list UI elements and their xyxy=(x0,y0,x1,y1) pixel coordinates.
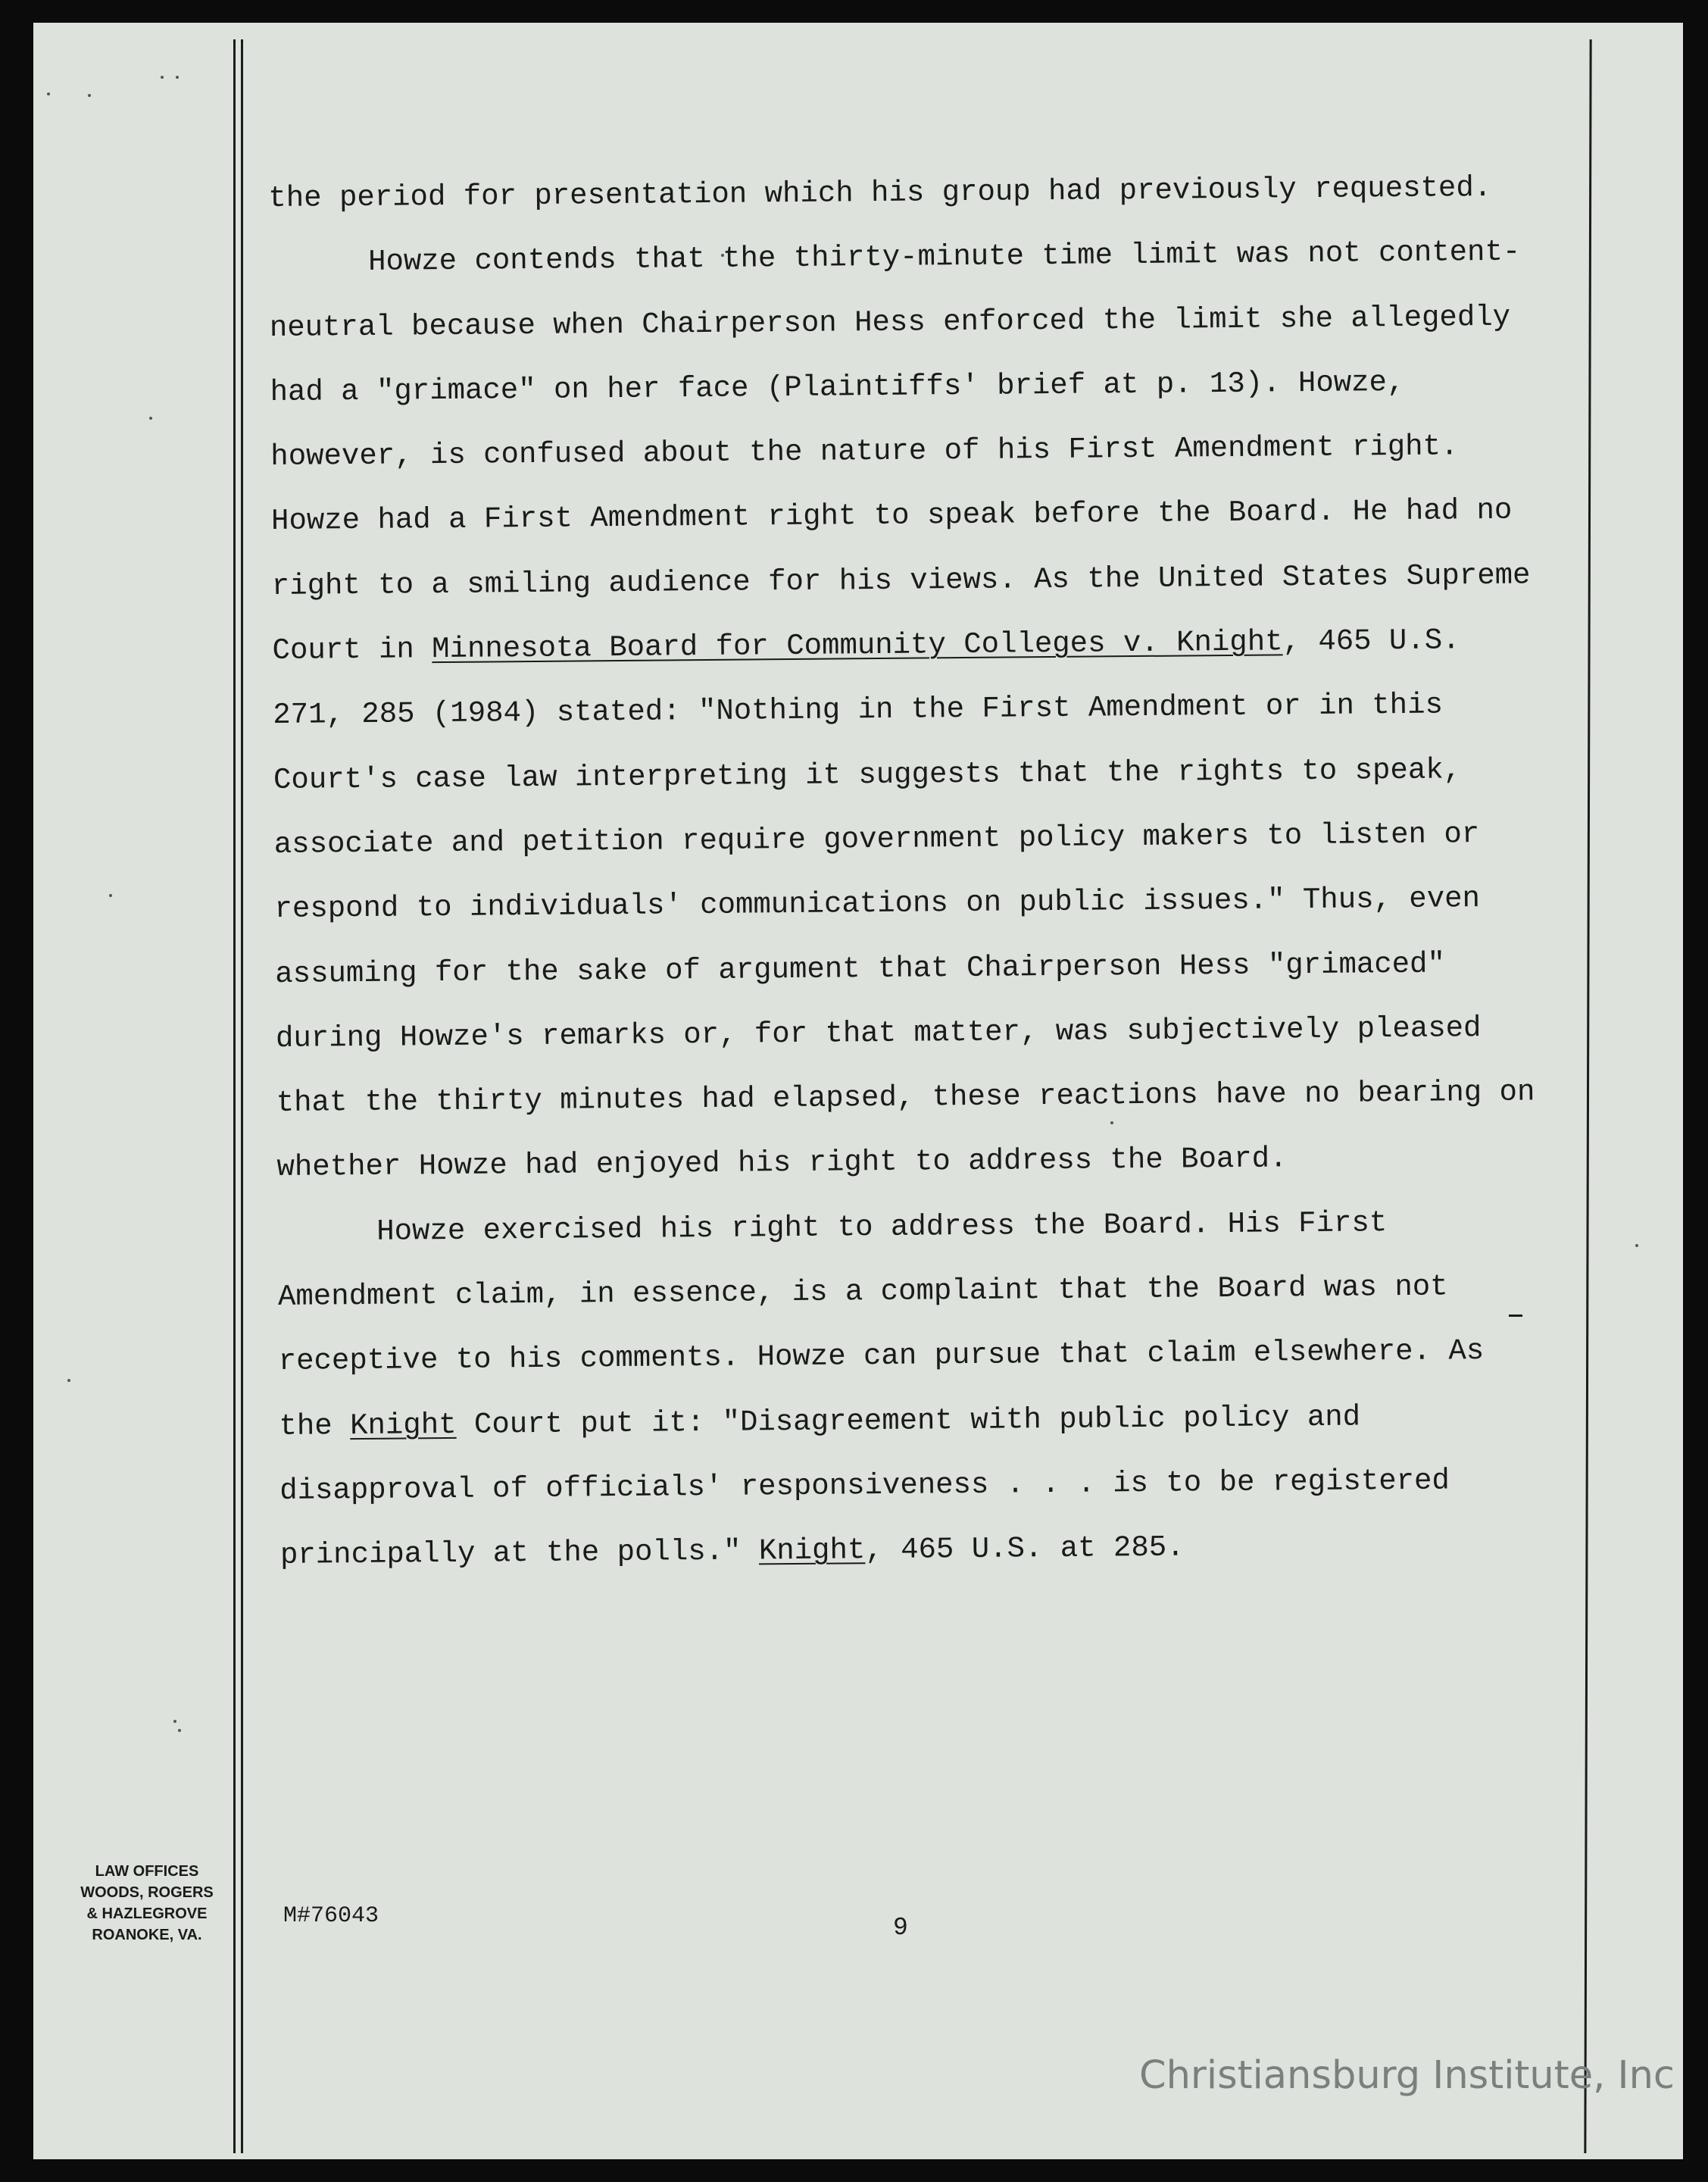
case-short-citation: Knight xyxy=(349,1408,457,1443)
paragraph-text: Howze contends that the thirty-minute time limit was not content-neutral because when Chairperson Hess enforced the limit she allegedly had a "grimace" on her face (Plaintiffs' brief at p. 13). Howze, however, is confused about the nature of his First Amendment right. Howze had a First Amendment right to speak before the Board. He had no right to a smiling audience for his views. As the United States Supreme Court in xyxy=(269,235,1531,668)
law-offices-line: ROANOKE, VA. xyxy=(92,1927,202,1943)
scan-speck xyxy=(88,94,91,97)
law-offices-block xyxy=(79,1861,215,1946)
memo-number: M#76043 xyxy=(283,1903,379,1929)
scan-speck xyxy=(67,1379,70,1382)
case-citation: Minnesota Board for Community Colleges v. Knight xyxy=(432,625,1283,667)
paragraph-exercised-right xyxy=(277,1189,1553,1588)
paragraph-time-limit xyxy=(269,220,1550,1201)
scan-speck xyxy=(1635,1244,1638,1247)
scan-speck xyxy=(173,1720,176,1723)
scan-speck xyxy=(161,76,164,79)
paragraph-text: , 465 U.S. 271, 285 (1984) stated: "Nothing in the First Amendment or in this Court's case law interpreting it suggests that the rights to speak, associate and petition require government policy makers to listen or respond to individuals' communications on public issues." Thus, even assuming for the sake of argument that Chairperson Hess "grimaced" during Howze's remarks or, for that matter, was subjectively pleased that the thirty minutes had elapsed, these reactions have no bearing on whether Howze had enjoyed his right to address the Board. xyxy=(273,624,1535,1185)
scan-speck xyxy=(149,417,152,420)
paragraph-text: Howze exercised his right to address the Board. His First Amendment claim, in essence, is a complaint that the Board was not receptive to his comments. Howze can pursue that claim elsewhere. As the xyxy=(277,1205,1485,1443)
document-page xyxy=(33,23,1683,2159)
scan-speck xyxy=(109,894,112,897)
right-margin-rule xyxy=(1584,39,1591,2153)
scan-speck xyxy=(178,1729,181,1732)
left-margin-rule-outer xyxy=(233,39,236,2153)
law-offices-line: WOODS, ROGERS xyxy=(80,1884,214,1901)
document-body xyxy=(268,155,1553,1588)
paragraph-text: Court put it: "Disagreement with public policy and disapproval of officials' responsiveness . . . is to be registered principally at the polls." xyxy=(279,1400,1450,1573)
continuation-paragraph: the period for presentation which his group had previously requested. xyxy=(268,170,1492,215)
left-margin-rule-inner xyxy=(241,39,243,2153)
law-offices-line: LAW OFFICES xyxy=(95,1863,199,1880)
paragraph-text: , 465 U.S. at 285. xyxy=(865,1530,1185,1568)
scan-speck xyxy=(47,92,50,95)
law-offices-line: & HAZLEGROVE xyxy=(86,1905,208,1922)
page-number: 9 xyxy=(893,1914,908,1942)
watermark: Christiansburg Institute, Inc xyxy=(1139,2053,1675,2098)
case-short-citation: Knight xyxy=(758,1533,866,1568)
scan-speck xyxy=(176,76,179,79)
